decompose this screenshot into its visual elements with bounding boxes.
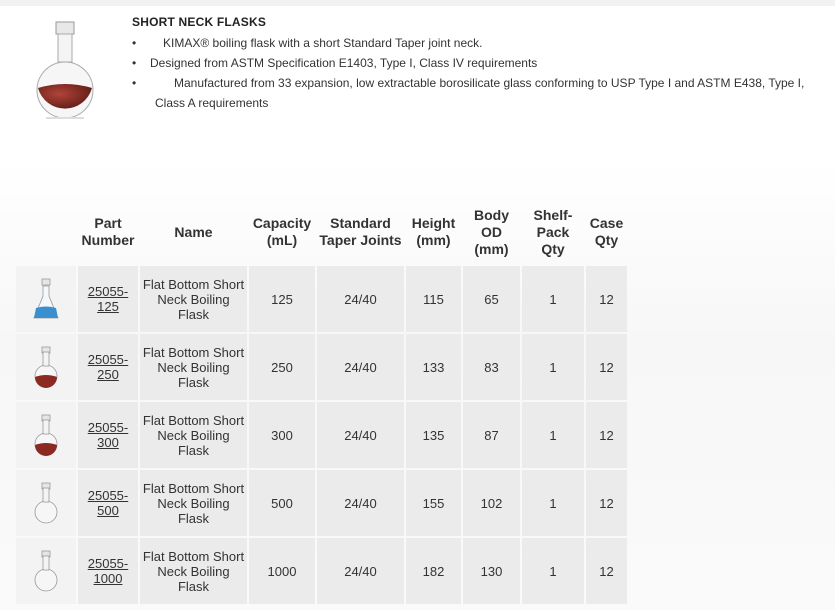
capacity-value: 300 [249, 402, 315, 468]
part-number-cell [78, 334, 138, 400]
height-value: 133 [406, 334, 461, 400]
body-od-value: 87 [463, 402, 520, 468]
capacity-value: 1000 [249, 538, 315, 604]
flask-thumbnail [16, 538, 76, 604]
part-number-link[interactable]: 25055-250 [87, 352, 129, 382]
bullet-icon: • [132, 56, 137, 70]
capacity-value: 500 [249, 470, 315, 536]
column-header-shelf-pack: Shelf-Pack Qty [533, 206, 573, 257]
product-name: Flat Bottom Short Neck Boiling Flask [140, 402, 247, 468]
product-name: Flat Bottom Short Neck Boiling Flask [140, 538, 247, 604]
product-intro [132, 15, 832, 113]
bullet-icon: • [132, 36, 137, 50]
case-qty-value: 12 [586, 470, 627, 536]
shelf-pack-value: 1 [522, 470, 584, 536]
column-header-name: Name [174, 223, 213, 240]
part-number-cell [78, 266, 138, 332]
body-od-value: 102 [463, 470, 520, 536]
case-qty-value: 12 [586, 402, 627, 468]
joint-size-value: 24/40 [317, 470, 404, 536]
shelf-pack-value: 1 [522, 538, 584, 604]
top-rule [0, 0, 835, 6]
shelf-pack-value: 1 [522, 334, 584, 400]
height-value: 155 [406, 470, 461, 536]
case-qty-value: 12 [586, 266, 627, 332]
product-name: Flat Bottom Short Neck Boiling Flask [140, 470, 247, 536]
flask-thumbnail [16, 334, 76, 400]
capacity-value: 125 [249, 266, 315, 332]
column-header-case-qty: Case Qty [589, 215, 624, 248]
body-od-value: 65 [463, 266, 520, 332]
product-table [14, 198, 629, 606]
case-qty-value: 12 [586, 334, 627, 400]
shelf-pack-value: 1 [522, 266, 584, 332]
column-header-capacity: Capacity (mL) [252, 215, 312, 248]
height-value: 182 [406, 538, 461, 604]
table-row [16, 266, 627, 332]
feature-item [132, 73, 832, 113]
case-qty-value: 12 [586, 538, 627, 604]
column-header-part-number: Part Number [81, 215, 135, 248]
part-number-link[interactable]: 25055-125 [87, 284, 129, 314]
part-number-link[interactable]: 25055-300 [87, 420, 129, 450]
table-row [16, 470, 627, 536]
section-title: SHORT NECK FLASKS [132, 15, 267, 29]
feature-text: Designed from ASTM Specification E1403, Type I, Class IV requirements [150, 56, 538, 70]
part-number-cell [78, 470, 138, 536]
height-value: 115 [406, 266, 461, 332]
table-row [16, 402, 627, 468]
flask-thumbnail [16, 402, 76, 468]
column-header-joints: Standard Taper Joints [319, 215, 402, 248]
part-number-link[interactable]: 25055-1000 [87, 556, 129, 586]
capacity-value: 250 [249, 334, 315, 400]
table-header-row [16, 200, 627, 264]
column-header-height: Height (mm) [411, 215, 456, 248]
joint-size-value: 24/40 [317, 538, 404, 604]
product-name: Flat Bottom Short Neck Boiling Flask [140, 334, 247, 400]
bullet-icon: • [132, 76, 137, 90]
part-number-link[interactable]: 25055-500 [87, 488, 129, 518]
feature-item [132, 33, 832, 53]
part-number-cell [78, 538, 138, 604]
product-name: Flat Bottom Short Neck Boiling Flask [140, 266, 247, 332]
feature-item [132, 53, 832, 73]
table-row [16, 334, 627, 400]
joint-size-value: 24/40 [317, 402, 404, 468]
column-header-body-od: Body OD (mm) [474, 206, 509, 257]
table-row [16, 538, 627, 604]
feature-list [132, 33, 832, 113]
flask-image [30, 20, 100, 120]
body-od-value: 83 [463, 334, 520, 400]
flask-thumbnail [16, 470, 76, 536]
body-od-value: 130 [463, 538, 520, 604]
feature-text: Manufactured from 33 expansion, low extractable borosilicate glass conforming to USP Type I and ASTM E438, Type I, Class A requirements [155, 76, 805, 110]
feature-text: KIMAX® boiling flask with a short Standard Taper joint neck. [163, 36, 483, 50]
shelf-pack-value: 1 [522, 402, 584, 468]
flask-thumbnail [16, 266, 76, 332]
height-value: 135 [406, 402, 461, 468]
image-column-header [16, 200, 76, 264]
joint-size-value: 24/40 [317, 266, 404, 332]
joint-size-value: 24/40 [317, 334, 404, 400]
part-number-cell [78, 402, 138, 468]
